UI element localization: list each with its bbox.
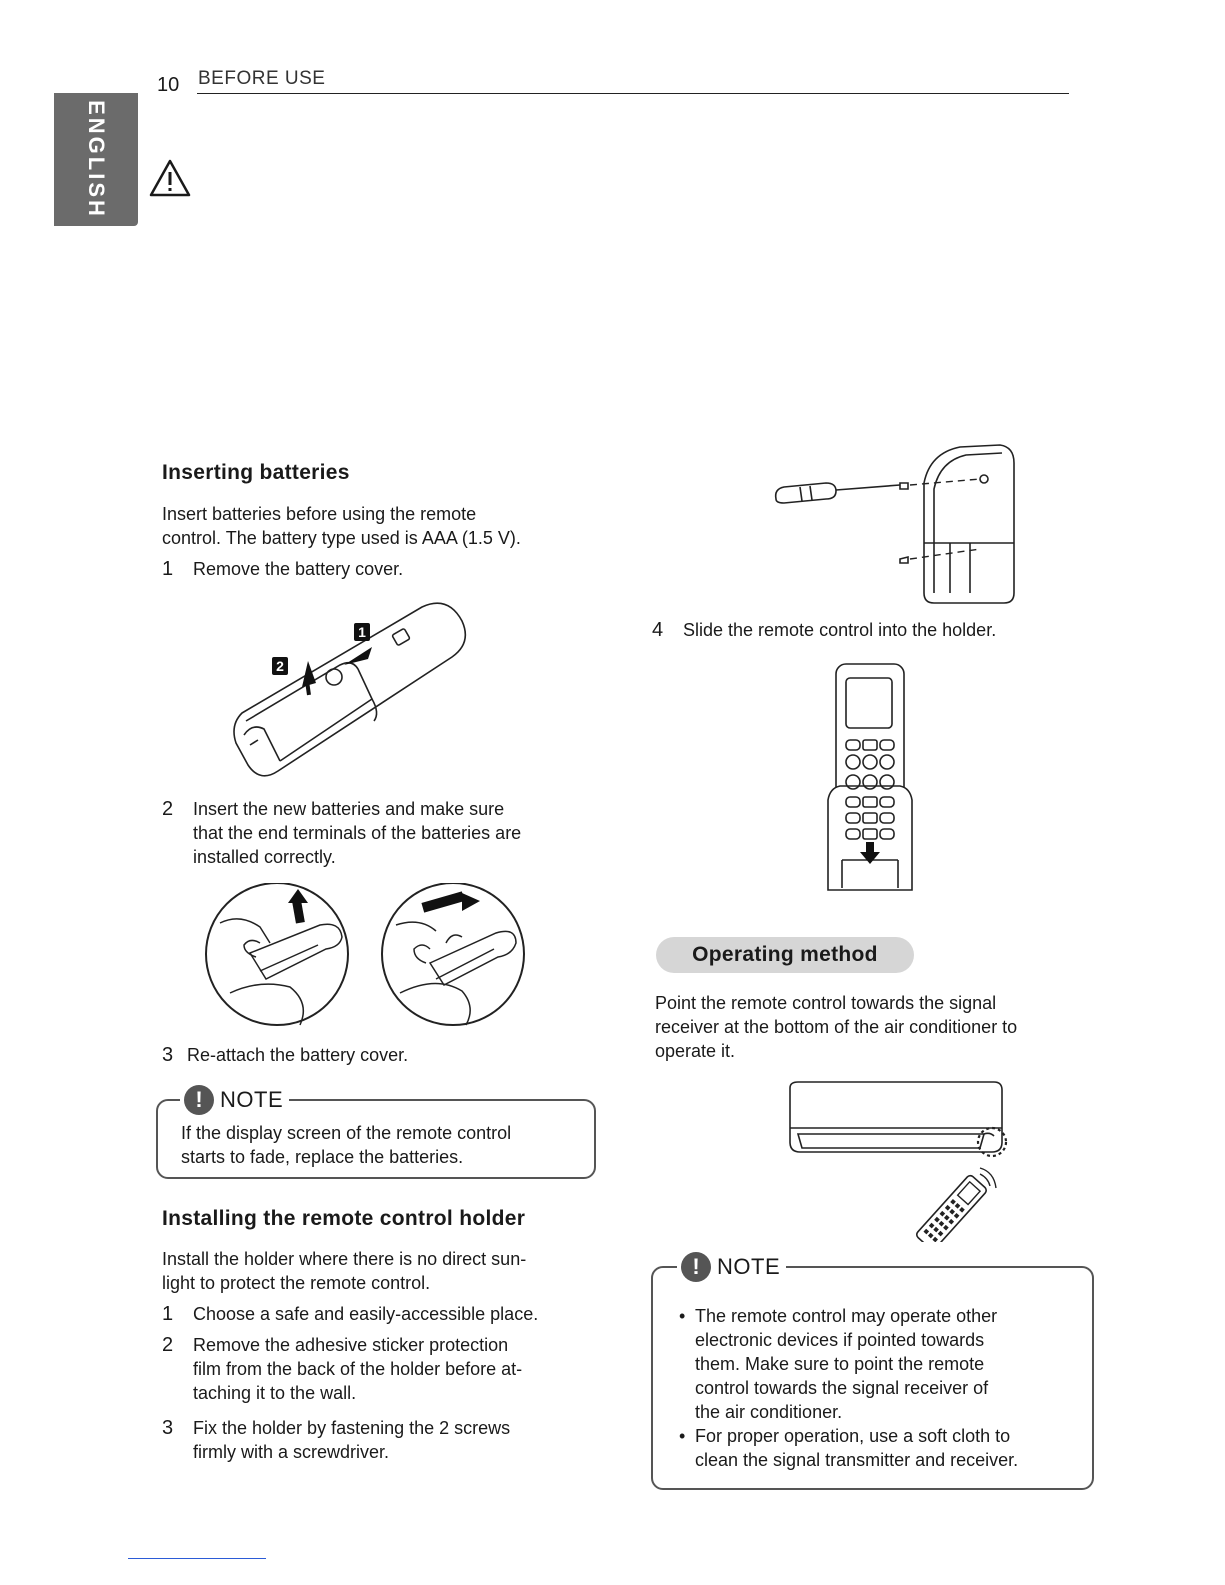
inserting-intro-line2: control. The battery type used is AAA (1.5 V). [162, 528, 521, 548]
callout-badge-1: 1 [358, 624, 366, 640]
step-text-line1: Fix the holder by fastening the 2 screws [193, 1418, 511, 1438]
bullet-line: • For proper operation, use a soft cloth to [695, 1426, 1011, 1446]
operating-line3: operate it. [655, 1041, 736, 1061]
step-number: 1 [162, 1303, 174, 1325]
note-bullet-2 [675, 1424, 1085, 1472]
bullet-line: them. Make sure to point the remote [695, 1354, 985, 1374]
language-tab-label: ENGLISH [84, 100, 109, 219]
step-text-line2: firmly with a screwdriver. [193, 1442, 390, 1462]
step-text-line2: film from the back of the holder before at- [193, 1359, 523, 1379]
remove-battery-cover-illustration [222, 595, 478, 785]
step-text: Choose a safe and easily-accessible place. [193, 1304, 539, 1324]
language-tab [54, 93, 138, 226]
insert-batteries-illustration [200, 883, 534, 1029]
bullet-line: the air conditioner. [695, 1402, 843, 1422]
note-bullet-list [675, 1304, 1085, 1472]
note-header [180, 1085, 289, 1115]
note-exclamation-icon: ! [184, 1085, 214, 1115]
step-number: 2 [162, 1334, 174, 1356]
inserting-intro-line1: Insert batteries before using the remote [162, 504, 477, 524]
remote-in-holder-illustration [826, 660, 914, 896]
inserting-batteries-heading: Inserting batteries [162, 461, 350, 484]
warning-triangle-icon [148, 158, 192, 198]
inserting-step-1 [162, 557, 582, 583]
note-label: NOTE [717, 1254, 781, 1279]
installing-holder-heading: Installing the remote control holder [162, 1207, 526, 1230]
operating-line1: Point the remote control towards the signal [655, 993, 997, 1013]
step-text-line3: installed correctly. [193, 847, 336, 867]
note-text-line2: starts to fade, replace the batteries. [181, 1147, 464, 1167]
holder-intro-line1: Install the holder where there is no direct sun- [162, 1249, 527, 1269]
bullet-line: electronic devices if pointed towards [695, 1330, 985, 1350]
holder-intro-line2: light to protect the remote control. [162, 1273, 431, 1293]
bullet-line: clean the signal transmitter and receiver. [695, 1450, 1019, 1470]
holder-screwdriver-illustration [770, 443, 1030, 607]
note-label: NOTE [220, 1087, 284, 1112]
holder-step-1 [162, 1302, 592, 1328]
inserting-step-2 [162, 797, 592, 871]
step-text: Re-attach the battery cover. [187, 1045, 409, 1065]
bullet-line: control towards the signal receiver of [695, 1378, 989, 1398]
step-text-line1: Insert the new batteries and make sure [193, 799, 505, 819]
step-text-line2: that the end terminals of the batteries are [193, 823, 522, 843]
holder-step-3 [162, 1416, 592, 1466]
note-header [677, 1252, 786, 1282]
operating-line2: receiver at the bottom of the air conditioner to [655, 1017, 1018, 1037]
section-title: BEFORE USE [198, 68, 326, 89]
air-conditioner-remote-illustration [784, 1078, 1016, 1242]
footer-link-underline [128, 1558, 266, 1559]
note-exclamation-icon: ! [681, 1252, 711, 1282]
step-text: Slide the remote control into the holder. [683, 620, 997, 640]
step-text: Remove the battery cover. [193, 559, 404, 579]
header-rule [197, 93, 1069, 94]
step-text-line1: Remove the adhesive sticker protection [193, 1335, 509, 1355]
holder-step-2 [162, 1333, 592, 1407]
note-bullet-1 [675, 1304, 1085, 1424]
bullet-line: • The remote control may operate other [695, 1306, 998, 1326]
note-text-line1: If the display screen of the remote control [181, 1123, 512, 1143]
callout-badge-2: 2 [276, 658, 284, 674]
holder-step-4 [652, 618, 1082, 644]
page-number: 10 [157, 74, 180, 96]
step-text-line3: taching it to the wall. [193, 1383, 357, 1403]
step-number: 4 [652, 619, 664, 641]
step-number: 2 [162, 798, 174, 820]
step-number: 3 [162, 1044, 174, 1066]
operating-method-heading: Operating method [656, 937, 914, 973]
inserting-step-3 [162, 1043, 582, 1069]
step-number: 3 [162, 1417, 174, 1439]
step-number: 1 [162, 558, 174, 580]
